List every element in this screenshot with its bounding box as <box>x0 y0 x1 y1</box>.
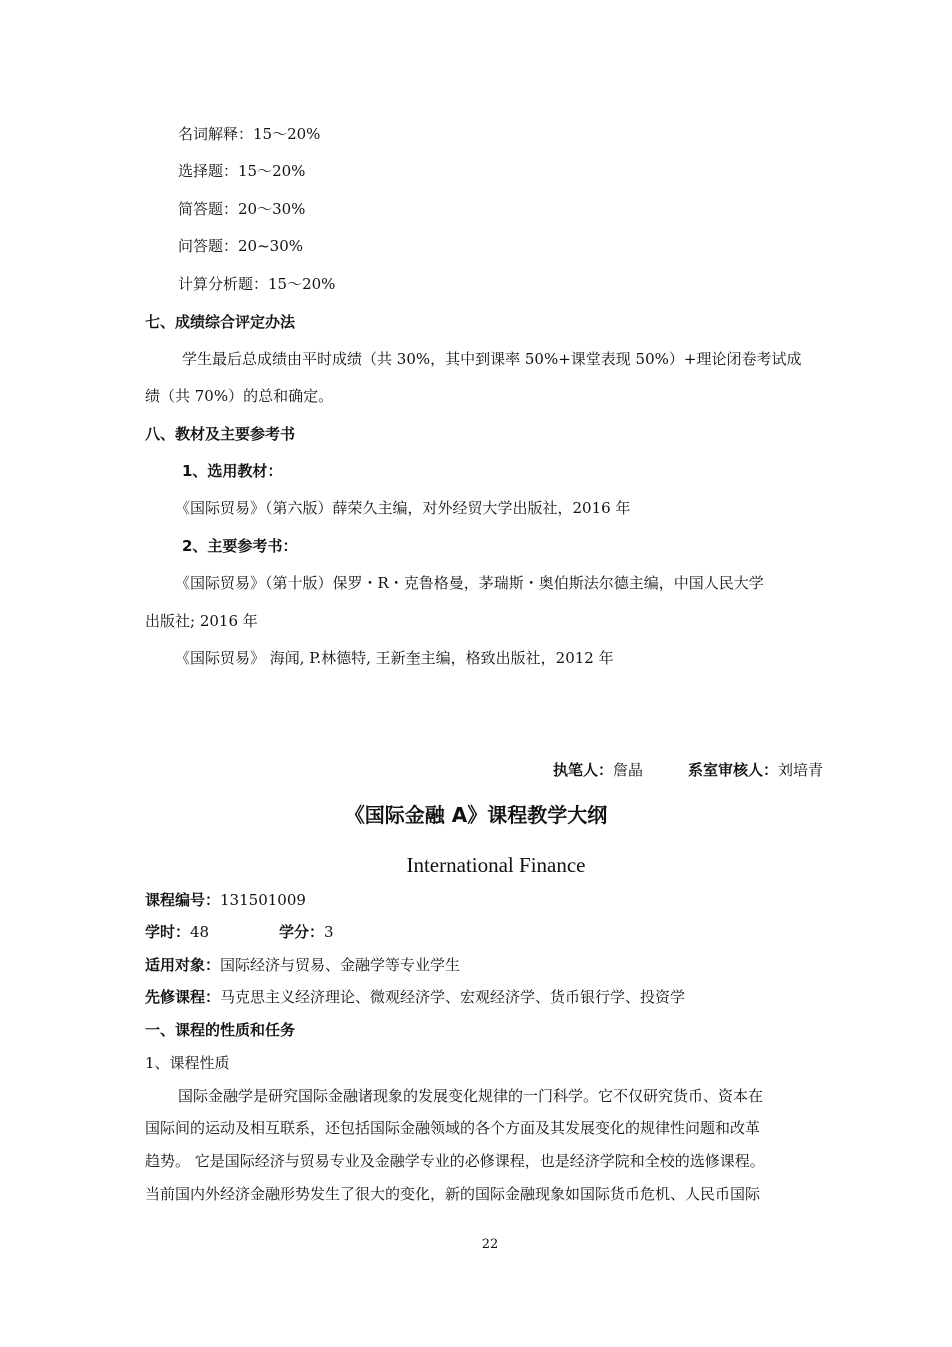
course-title-english: International Finance <box>406 853 586 877</box>
reviewer-credit <box>688 760 823 780</box>
reference-subheading: 2、主要参考书： <box>182 537 298 555</box>
exam-type-item: 问答题：20~30% <box>178 237 303 255</box>
section7-paragraph-line: 学生最后总成绩由平时成绩（共 30%，其中到课率 50%+课堂表现 50%）+理论闭卷考试成 <box>182 350 802 368</box>
course-hours <box>145 922 209 942</box>
course-credits-value: 3 <box>324 923 334 941</box>
writer-label: 执笔人： <box>553 761 614 779</box>
section8-heading: 八、教材及主要参考书 <box>145 425 296 443</box>
course-prerequisites-label: 先修课程： <box>145 988 221 1006</box>
course-hours-label: 学时： <box>145 923 191 941</box>
page-number: 22 <box>481 1237 499 1252</box>
course-code-value: 131501009 <box>220 891 306 909</box>
course-hours-value: 48 <box>190 923 210 941</box>
course-code <box>145 890 306 910</box>
course-nature-paragraph-line: 国际间的运动及相互联系，还包括国际金融领域的各个方面及其发展变化的规律性问题和改革 <box>145 1119 761 1137</box>
course-prerequisites-value: 马克思主义经济理论、微观经济学、宏观经济学、货币银行学、投资学 <box>220 988 686 1006</box>
course-audience <box>145 955 460 975</box>
course-nature-paragraph-line: 国际金融学是研究国际金融诸现象的发展变化规律的一门科学。它不仅研究货币、资本在 <box>178 1087 764 1105</box>
course-credits <box>279 922 334 942</box>
exam-type-item: 计算分析题：15～20% <box>178 275 336 293</box>
section7-paragraph-line: 绩（共 70%）的总和确定。 <box>145 387 334 405</box>
course-nature-paragraph-line: 当前国内外经济金融形势发生了很大的变化，新的国际金融现象如国际货币危机、人民币国际 <box>145 1185 761 1203</box>
section7-heading: 七、成绩综合评定办法 <box>145 313 296 331</box>
course-code-label: 课程编号： <box>145 891 221 909</box>
reference-entry-line: 《国际贸易》（第十版）保罗・R・克鲁格曼，茅瑞斯・奥伯斯法尔德主编，中国人民大学 <box>175 574 764 592</box>
course-prerequisites <box>145 987 685 1007</box>
textbook-subheading: 1、选用教材： <box>182 462 283 480</box>
textbook-entry: 《国际贸易》（第六版）薛荣久主编，对外经贸大学出版社，2016 年 <box>175 499 631 517</box>
reviewer-name: 刘培青 <box>778 761 824 779</box>
exam-type-item: 名词解释：15～20% <box>178 125 321 143</box>
reference-entry: 《国际贸易》 海闻, P.林德特, 王新奎主编，格致出版社，2012 年 <box>175 649 614 667</box>
course-credits-label: 学分： <box>279 923 325 941</box>
course-audience-label: 适用对象： <box>145 956 221 974</box>
reviewer-label: 系室审核人： <box>688 761 779 779</box>
course-nature-subheading: 1、课程性质 <box>145 1054 230 1072</box>
course-nature-paragraph-line: 趋势。 它是国际经济与贸易专业及金融学专业的必修课程，也是经济学院和全校的选修课程。 <box>145 1152 765 1170</box>
reference-entry-line: 出版社; 2016 年 <box>145 612 258 630</box>
course-audience-value: 国际经济与贸易、金融学等专业学生 <box>220 956 461 974</box>
writer-name: 詹晶 <box>613 761 644 779</box>
course-section1-heading: 一、课程的性质和任务 <box>145 1021 296 1039</box>
course-title: 《国际金融 A》课程教学大纲 <box>344 803 608 827</box>
writer-credit <box>553 760 643 780</box>
exam-type-item: 简答题：20～30% <box>178 200 306 218</box>
exam-type-item: 选择题：15～20% <box>178 162 306 180</box>
